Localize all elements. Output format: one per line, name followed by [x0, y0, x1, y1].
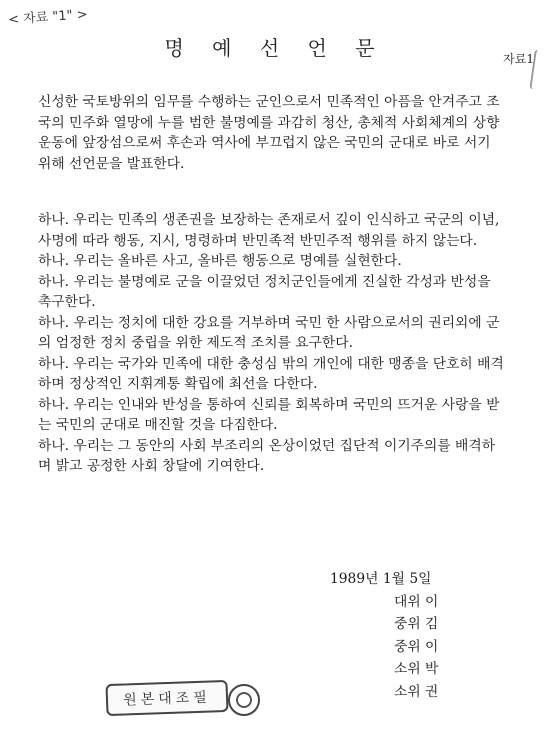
intro-paragraph: [38, 92, 508, 174]
resolution-item: 하나. 우리는 국가와 민족에 대한 충성심 밖의 개인에 대한 맹종을 단호히 배격하며 정상적인 지휘계통 확립에 최선을 다한다.: [38, 355, 504, 392]
resolution-item: 하나. 우리는 정치에 대한 강요를 거부하며 국민 한 사람으로서의 권리외에 군의 엄정한 정치 중립을 위한 제도적 조치를 요구한다.: [38, 314, 500, 351]
document-date: 1989년 1월 5일: [330, 571, 432, 587]
signer: 소위 박: [394, 661, 439, 677]
intro-text: 신성한 국토방위의 임무를 수행하는 군인으로서 민족적인 아픔을 안겨주고 조국의 민주화 열망에 누를 범한 불명예를 과감히 청산, 총체적 사회체계의 상향운동에 앞장섬으로써 후손과 역사에 부끄럽지 않은 국민의 군대로 바로 서기 위해 선언문을 발표한다.: [38, 94, 500, 172]
signer: 중위 김: [394, 616, 439, 632]
resolution-item: 하나. 우리는 인내와 반성을 통하여 신뢰를 회복하며 국민의 뜨거운 사랑을 받는 국민의 군대로 매진할 것을 다짐한다.: [38, 396, 500, 433]
signer: 대위 이: [394, 593, 439, 610]
document-label: 자료1: [503, 52, 534, 66]
seal-icon: [228, 684, 260, 716]
resolution-item: 하나. 우리는 민족의 생존권을 보장하는 존재로서 깊이 인식하고 국군의 이념, 사명에 따라 행동, 지시, 명령하며 반민족적 반민주적 행위를 하지 않는다.: [38, 212, 500, 249]
signer: 소위 권: [394, 683, 439, 700]
resolution-item: 하나. 우리는 불명예로 군을 이끌었던 정치군인들에게 진실한 각성과 반성을 촉구한다.: [38, 273, 491, 310]
handwritten-annotation: < 자료 "1" >: [7, 7, 89, 28]
document-title: 명 예 선 언 문: [164, 36, 386, 60]
resolution-item: 하나. 우리는 올바른 사고, 올바른 행동으로 명예를 실현한다.: [38, 253, 402, 269]
signer: 중위 이: [394, 638, 439, 655]
signature-block: [330, 568, 438, 703]
resolutions-list: [38, 210, 508, 477]
verification-stamp: 원본대조필: [105, 680, 228, 716]
resolution-item: 하나. 우리는 그 동안의 사회 부조리의 온상이었던 집단적 이기주의를 배격하며 밝고 공정한 사회 창달에 기여한다.: [38, 437, 496, 474]
